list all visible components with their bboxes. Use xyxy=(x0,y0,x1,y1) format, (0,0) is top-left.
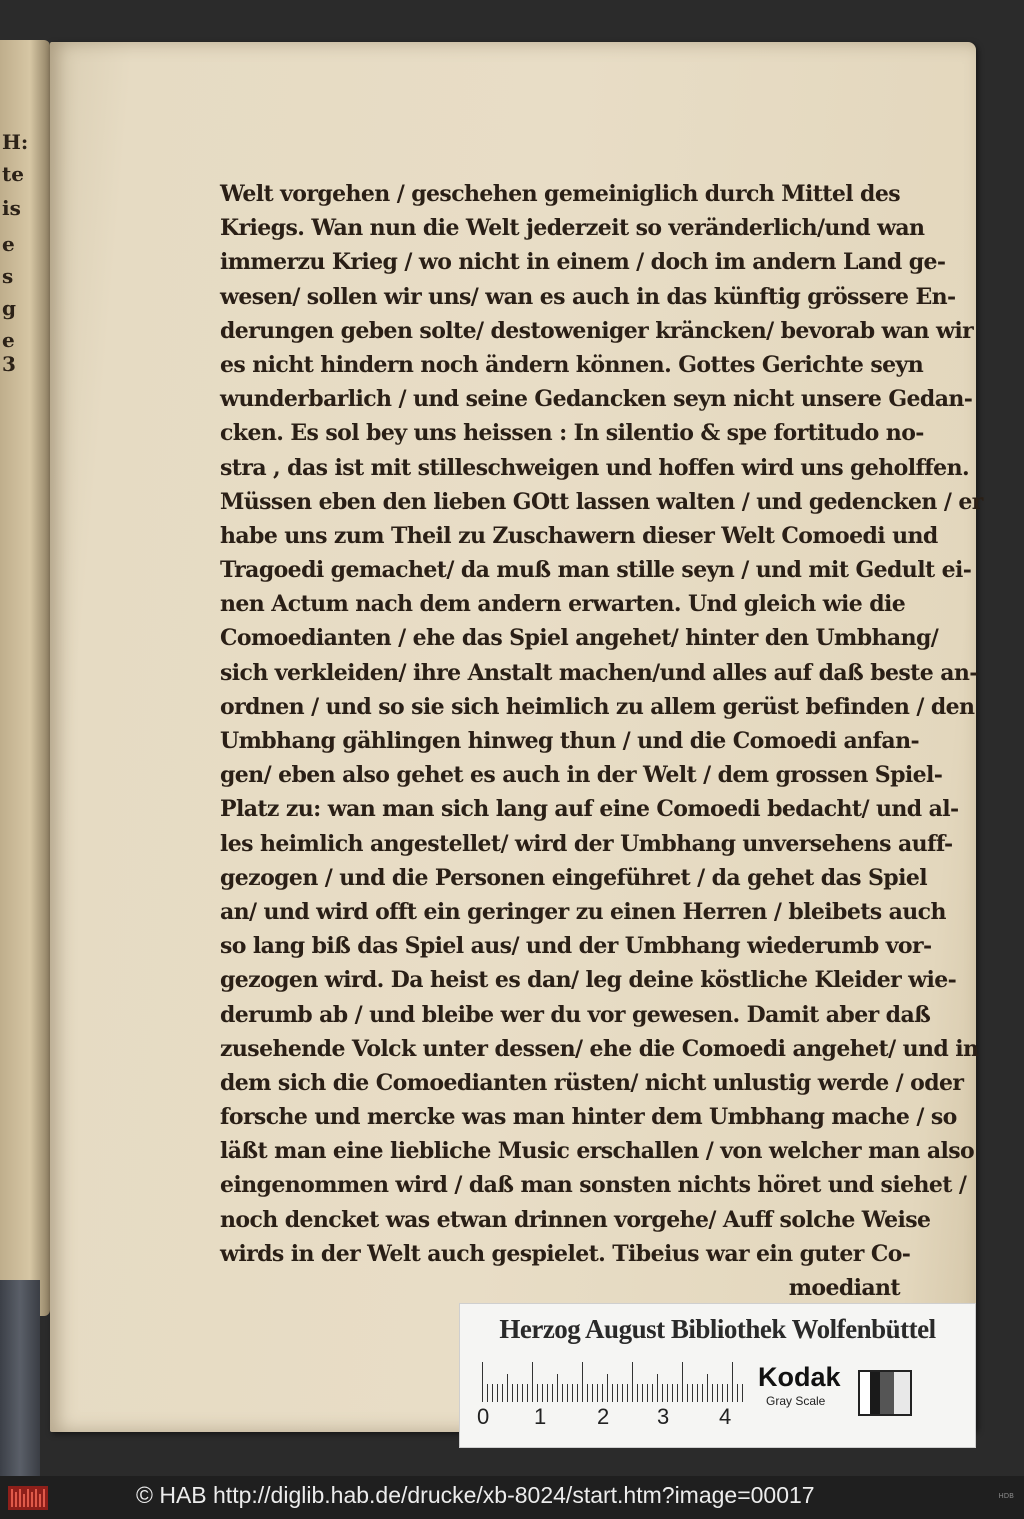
gray-swatch xyxy=(858,1370,912,1416)
ruler-tick xyxy=(597,1384,598,1402)
ruler-tick xyxy=(732,1362,733,1402)
book-page xyxy=(50,42,983,1432)
margin-fragment: H: xyxy=(2,130,29,154)
ruler-tick xyxy=(742,1384,743,1402)
margin-fragment: is xyxy=(2,196,21,220)
text-line: wirds in der Welt auch gespielet. Tibeius war ein guter Co- xyxy=(220,1240,911,1267)
text-line: Platz zu: wan man sich lang auf eine Comoedi bedacht/ und al- xyxy=(220,796,959,823)
text-line: Müssen eben den lieben GOtt lassen walten / und gedencken / er xyxy=(220,488,983,515)
text-line: sich verkleiden/ ihre Anstalt machen/und alles auf daß beste an- xyxy=(220,659,978,686)
text-line: forsche und mercke was man hinter dem Umbhang mache / so xyxy=(220,1104,957,1131)
ruler-tick xyxy=(662,1384,663,1402)
text-line: ordnen / und so sie sich heimlich zu allem gerüst befinden / den xyxy=(220,693,975,720)
text-line: immerzu Krieg / wo nicht in einem / doch im andern Land ge- xyxy=(220,249,946,276)
text-line: Welt vorgehen / geschehen gemeiniglich durch Mittel des xyxy=(220,181,901,207)
ruler-tick xyxy=(632,1362,633,1402)
ruler-tick xyxy=(522,1384,523,1402)
ruler-tick xyxy=(702,1384,703,1402)
ruler-tick xyxy=(737,1384,738,1402)
footer-bar xyxy=(0,1476,1024,1519)
text-line: derumb ab / und bleibe wer du vor gewesen. Damit aber daß xyxy=(220,1001,931,1028)
ruler-tick xyxy=(647,1384,648,1402)
ruler-tick xyxy=(557,1374,558,1402)
ruler-number: 0 xyxy=(477,1404,490,1429)
page-text xyxy=(220,177,983,1305)
ruler-tick xyxy=(517,1384,518,1402)
ruler-tick xyxy=(637,1384,638,1402)
ruler-tick xyxy=(577,1384,578,1402)
ruler xyxy=(482,1362,742,1402)
ruler-tick xyxy=(592,1384,593,1402)
margin-fragment: e xyxy=(2,328,15,352)
margin-fragment: e xyxy=(2,232,15,256)
text-line: Comoedianten / ehe das Spiel angehet/ hinter den Umbhang/ xyxy=(220,625,939,652)
text-line: zusehende Volck unter dessen/ ehe die Comoedi angehet/ und in xyxy=(220,1035,979,1062)
text-line: dem sich die Comoedianten rüsten/ nicht unlustig werde / oder xyxy=(220,1069,964,1096)
ruler-tick xyxy=(562,1384,563,1402)
ruler-tick xyxy=(722,1384,723,1402)
text-line: eingenommen wird / daß man sonsten nichts höret und siehet / xyxy=(220,1172,967,1199)
ruler-tick xyxy=(542,1384,543,1402)
ruler-tick xyxy=(677,1384,678,1402)
ruler-tick xyxy=(572,1384,573,1402)
ruler-tick xyxy=(612,1384,613,1402)
text-line: noch dencket was etwan drinnen vorgehe/ Auff solche Weise xyxy=(220,1206,931,1233)
ruler-tick xyxy=(487,1384,488,1402)
margin-fragment: te xyxy=(2,162,24,186)
text-line: gezogen / und die Personen eingeführet / da gehet das Spiel xyxy=(220,864,927,891)
ruler-tick xyxy=(492,1384,493,1402)
ruler-tick xyxy=(607,1374,608,1402)
ruler-tick xyxy=(567,1384,568,1402)
margin-fragment: s xyxy=(2,264,14,288)
text-line: stra , das ist mit stilleschweigen und hoffen wird uns geholffen. xyxy=(220,454,970,481)
ruler-tick xyxy=(547,1384,548,1402)
text-line: Umbhang gählingen hinweg thun / und die Comoedi anfan- xyxy=(220,728,919,754)
text-line: läßt man eine liebliche Music erschallen / von welcher man also xyxy=(220,1138,975,1165)
ruler-tick xyxy=(482,1362,483,1402)
text-line: Tragoedi gemachet/ da muß man stille seyn / und mit Gedult ei- xyxy=(220,557,972,584)
text-line: wunderbarlich / und seine Gedancken seyn nicht unsere Gedan- xyxy=(220,386,973,413)
hab-logo-icon xyxy=(8,1484,48,1512)
ruler-number: 3 xyxy=(657,1404,670,1429)
ruler-number: 4 xyxy=(719,1404,732,1429)
ruler-tick xyxy=(692,1384,693,1402)
ruler-tick xyxy=(627,1384,628,1402)
margin-fragment: 3 xyxy=(2,352,16,376)
text-line: derungen geben solte/ destoweniger kräncken/ bevorab wan wir xyxy=(220,317,974,344)
card-title: Herzog August Bibliothek Wolfenbüttel xyxy=(499,1314,936,1344)
ruler-tick xyxy=(622,1384,623,1402)
ruler-tick xyxy=(727,1384,728,1402)
footer-copyright-url[interactable]: © HAB http://diglib.hab.de/drucke/xb-8024/start.htm?image=00017 xyxy=(136,1482,815,1508)
ruler-tick xyxy=(497,1384,498,1402)
text-line: Kriegs. Wan nun die Welt jederzeit so veränderlich/und wan xyxy=(220,215,925,242)
text-line: gen/ eben also gehet es auch in der Welt / dem grossen Spiel- xyxy=(220,762,943,789)
text-line: moediant xyxy=(788,1275,900,1301)
text-line: so lang biß das Spiel aus/ und der Umbhang wiederumb vor- xyxy=(220,933,932,960)
ruler-tick xyxy=(682,1362,683,1402)
gray-scale-label: Gray Scale xyxy=(766,1394,826,1408)
binding-cloth xyxy=(0,1280,40,1476)
text-line: habe uns zum Theil zu Zuschawern dieser Welt Comoedi und xyxy=(220,522,938,549)
ruler-tick xyxy=(587,1384,588,1402)
ruler-tick xyxy=(552,1384,553,1402)
kodak-brand: Kodak xyxy=(758,1362,841,1392)
ruler-tick xyxy=(502,1384,503,1402)
text-line: cken. Es sol bey uns heissen : In silentio & spe fortitudo no- xyxy=(220,420,924,447)
ruler-tick xyxy=(537,1384,538,1402)
ruler-tick xyxy=(697,1384,698,1402)
text-line: nen Actum nach dem andern erwarten. Und gleich wie die xyxy=(220,591,906,618)
ruler-tick xyxy=(657,1374,658,1402)
ruler-tick xyxy=(652,1384,653,1402)
ruler-tick xyxy=(687,1384,688,1402)
ruler-number: 2 xyxy=(597,1404,610,1429)
ruler-tick xyxy=(512,1384,513,1402)
ruler-tick xyxy=(672,1384,673,1402)
text-line: es nicht hindern noch ändern können. Gottes Gerichte seyn xyxy=(220,351,924,378)
ruler-number: 1 xyxy=(534,1404,547,1429)
ruler-tick xyxy=(712,1384,713,1402)
ruler-tick xyxy=(717,1384,718,1402)
text-line: wesen/ sollen wir uns/ wan es auch in das künftig grössere En- xyxy=(220,283,956,310)
text-line: les heimlich angestellet/ wird der Umbhang unversehens auff- xyxy=(220,830,953,857)
ruler-tick xyxy=(667,1384,668,1402)
ruler-tick xyxy=(642,1384,643,1402)
margin-fragment: g xyxy=(2,296,16,320)
ruler-tick xyxy=(507,1374,508,1402)
ruler-tick xyxy=(582,1362,583,1402)
text-line: gezogen wird. Da heist es dan/ leg deine köstliche Kleider wie- xyxy=(220,967,957,994)
ruler-tick xyxy=(602,1384,603,1402)
color-calibration-card xyxy=(459,1303,976,1448)
ruler-tick xyxy=(617,1384,618,1402)
footer-tag: HDB xyxy=(998,1492,1014,1500)
ruler-tick xyxy=(527,1384,528,1402)
text-line: an/ und wird offt ein geringer zu einen Herren / bleibets auch xyxy=(220,898,946,925)
ruler-tick xyxy=(707,1374,708,1402)
ruler-tick xyxy=(532,1362,533,1402)
